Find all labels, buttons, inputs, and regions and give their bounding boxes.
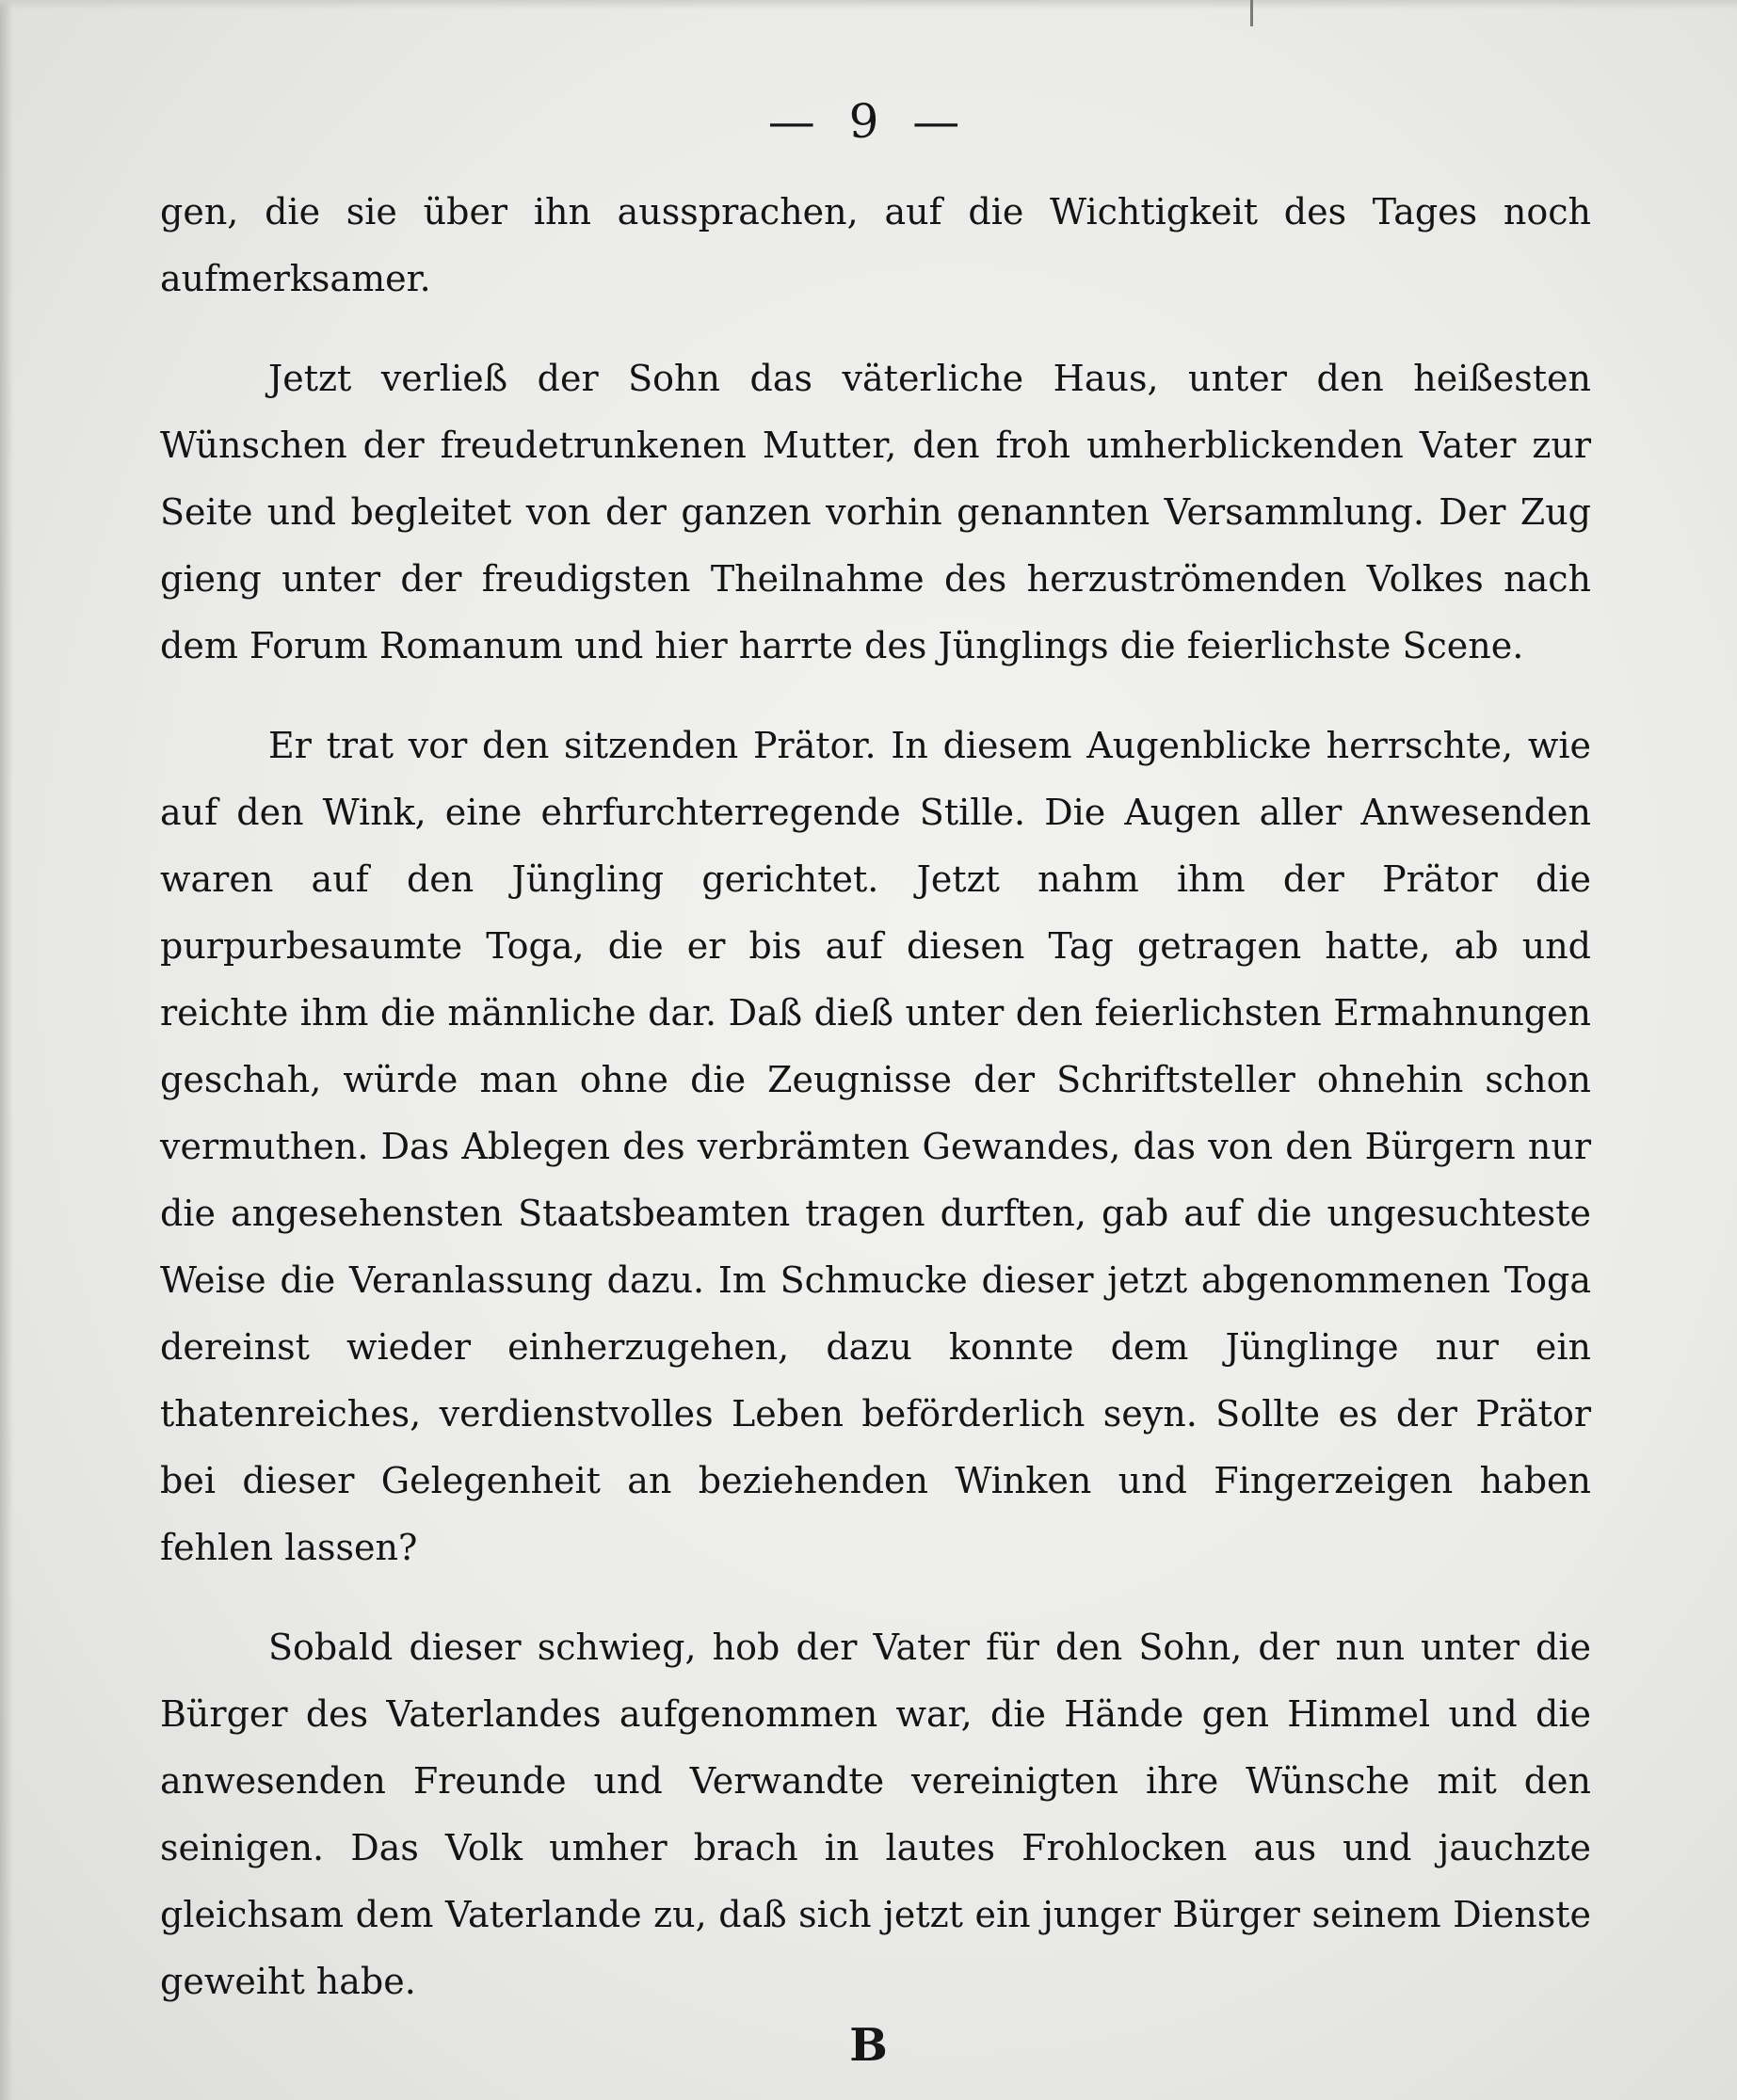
paragraph: Jetzt verließ der Sohn das väterliche Haus, unter den heißesten Wünschen der freudetrunkenen Mutter, den froh umherblickenden Vater zur Seite und begleitet von der ganzen vorhin genannten Versammlung. Der Zug gieng unter der freudigsten Theilnahme des herzuströmenden Volkes nach dem Forum Romanum und hier harrte des Jünglings die feierlichste Scene. (160, 358, 1591, 666)
signature-mark: B (849, 2019, 888, 2072)
body-text (160, 179, 1591, 2048)
page-edge-shadow (0, 0, 13, 2100)
page-number: — 9 — (767, 94, 970, 149)
paragraph: Sobald dieser schwieg, hob der Vater für den Sohn, der nun unter die Bürger des Vaterlandes aufgenommen war, die Hände gen Himmel und die anwesenden Freunde und Verwandte vereinigten ihre Wünsche mit den seinigen. Das Volk umher brach in lautes Frohlocken aus und jauchzte gleichsam dem Vaterlande zu, daß sich jetzt ein junger Bürger seinem Dienste geweiht habe. (160, 1627, 1591, 2002)
binding-mark (1250, 0, 1253, 26)
paragraph: Er trat vor den sitzenden Prätor. In diesem Augenblicke herrschte, wie auf den Wink, eine ehrfurchterregende Stille. Die Augen aller Anwesenden waren auf den Jüngling gerichtet. Jetzt nahm ihm der Prätor die purpurbesaumte Toga, die er bis auf diesen Tag getragen hatte, ab und reichte ihm die männliche dar. Daß dieß unter den feierlichsten Ermahnungen geschah, würde man ohne die Zeugnisse der Schriftsteller ohnehin schon vermuthen. Das Ablegen des verbrämten Gewandes, das von den Bürgern nur die angesehensten Staatsbeamten tragen durften, gab auf die ungesuchteste Weise die Veranlassung dazu. Im Schmucke dieser jetzt abgenommenen Toga dereinst wieder einherzugehen, dazu konnte dem Jünglinge nur ein thatenreiches, verdienstvolles Leben beförderlich seyn. Sollte es der Prätor bei dieser Gelegenheit an beziehenden Winken und Fingerzeigen haben fehlen lassen? (160, 725, 1591, 1568)
page-top-shadow (0, 0, 1737, 9)
paragraph-continuation: gen, die sie über ihn aussprachen, auf die Wichtigkeit des Tages noch aufmerksamer. (160, 191, 1591, 299)
